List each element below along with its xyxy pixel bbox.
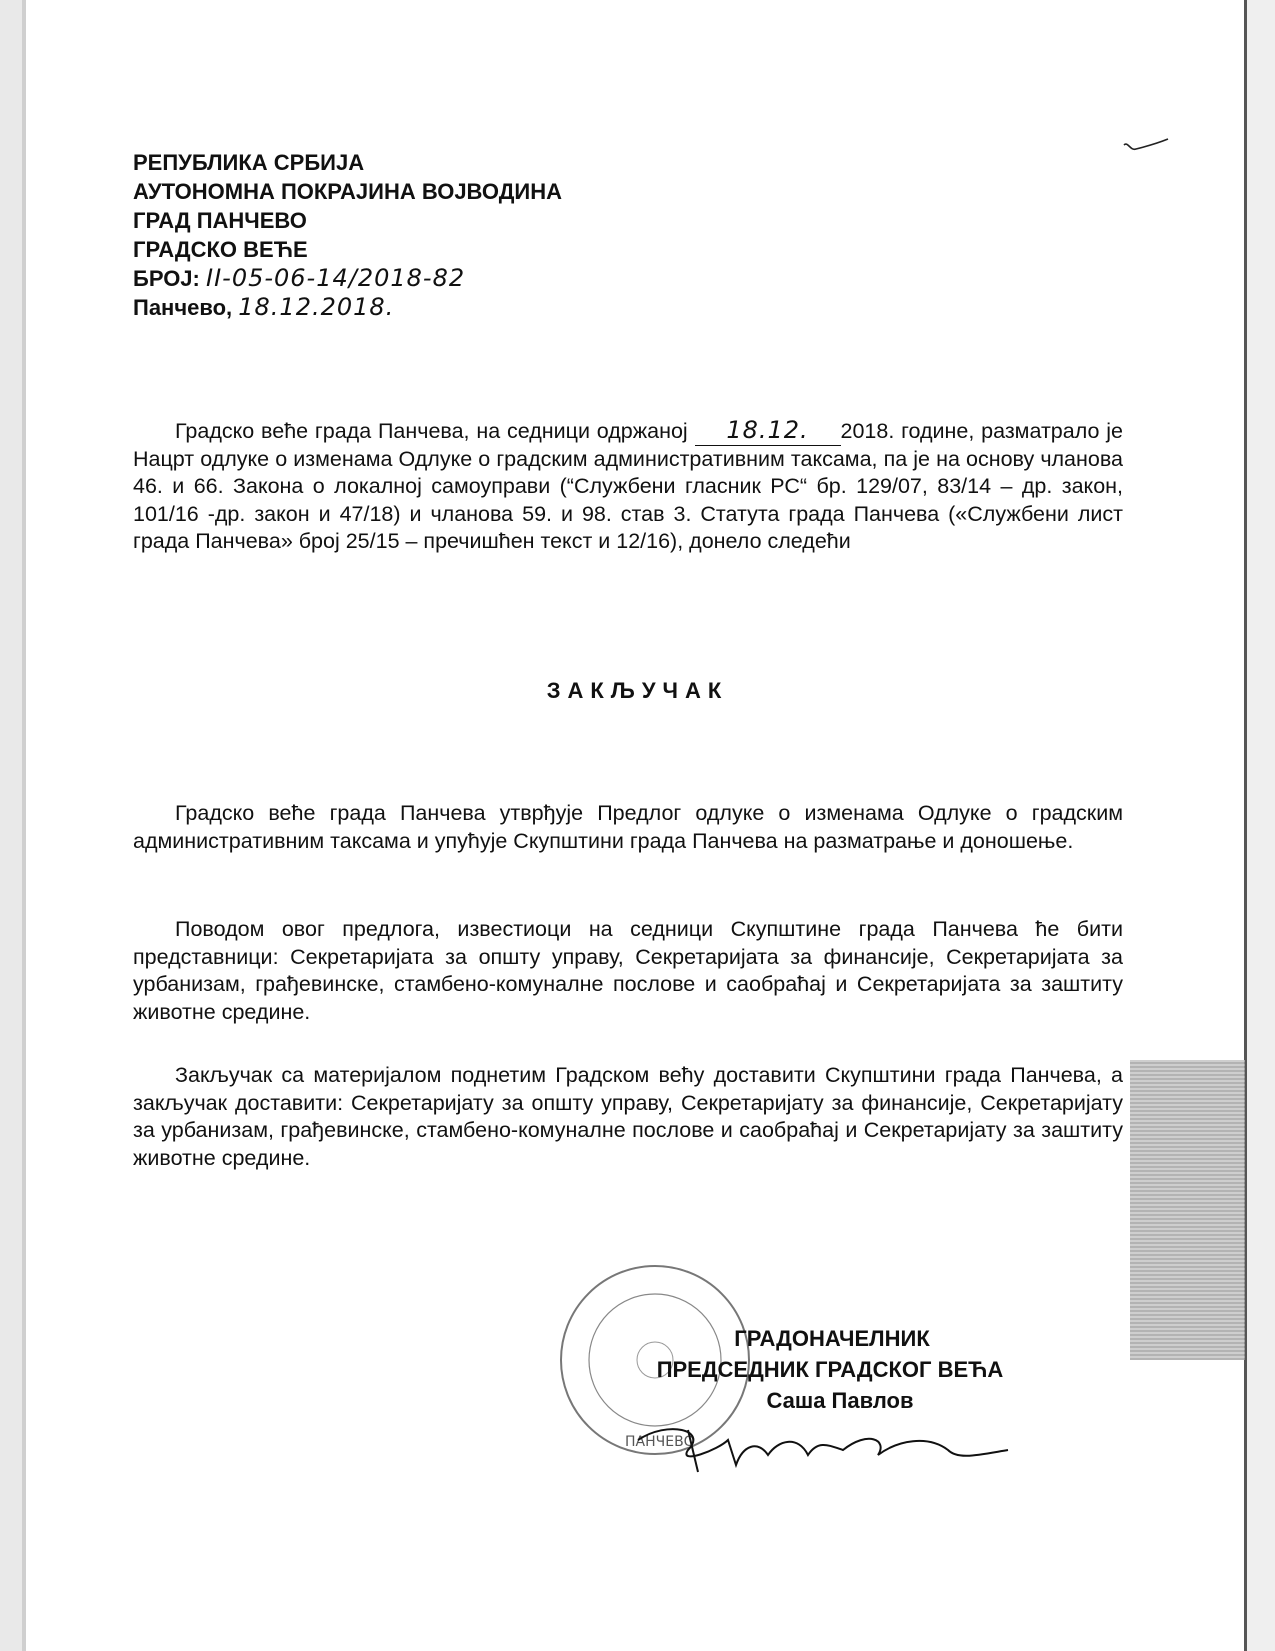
paragraph-2-text: Поводом овог предлога, известиоци на седници Скупштине града Панчева ће бити представници: Секретаријата за општу управу, Секретаријата за финансије, Секретаријата за урбанизам, грађевинске, стамбено-комуналне послове и саобраћај и Секретаријата за заштиту животне средине. (133, 917, 1123, 1024)
header-province: АУТОНОМНА ПОКРАЈИНА ВОЈВОДИНА (133, 179, 562, 204)
meeting-date-handwritten: 18.12. (695, 417, 841, 446)
intro-paragraph (133, 417, 1123, 556)
header-republic: РЕПУБЛИКА СРБИЈА (133, 150, 365, 175)
handwritten-check-mark (1122, 137, 1172, 157)
header-council: ГРАДСКО ВЕЋЕ (133, 237, 308, 262)
signature-title-1: ГРАДОНАЧЕЛНИК (734, 1326, 930, 1351)
handwritten-signature (628, 1410, 1028, 1480)
scan-right-edge (1247, 0, 1275, 1651)
number-label: БРОЈ: (133, 266, 200, 291)
paragraph-1-text: Градско веће града Панчева утврђује Предлог одлуке о изменама Одлуке о градским административним таксама и упућује Скупштини града Панчева на разматрање и доношење. (133, 801, 1123, 853)
header-number (133, 264, 562, 293)
paragraph-1 (133, 800, 1123, 855)
scan-left-edge (0, 0, 22, 1651)
date-value-handwritten: 18.12.2018. (238, 293, 395, 321)
scan-left-shadow (22, 0, 26, 1651)
paragraph-3-text: Закључак са материјалом поднетим Градском већу доставити Скупштини града Панчева, а закључак доставити: Секретаријату за општу управу, Секретаријату за финансије, Секретаријату за урбанизам, грађевинске, стамбено-комуналне послове и саобраћај и Секретаријату за заштиту животне средине. (133, 1063, 1123, 1170)
place-label: Панчево, (133, 295, 233, 320)
paragraph-3 (133, 1062, 1123, 1172)
scan-artifact (1130, 1060, 1245, 1360)
intro-part2: 2018. године, разматрало је Нацрт одлуке о изменама Одлуке о градским административним таксама, па је на основу чланова 46. и 66. Закона о локалној самоуправи (“Службени гласник РС“ бр. 129/07, 83/14 – др. закон, 101/16 -др. закон и 47/18) и чланова 59. и 98. став 3. Статута града Панчева («Службени лист града Панчева» број 25/15 – пречишћен текст и 12/16), донело следећи (133, 419, 1123, 553)
intro-part1: Градско веће града Панчева, на седници одржаној (175, 419, 688, 443)
header-place-date (133, 293, 562, 322)
paragraph-2 (133, 916, 1123, 1026)
document-title: ЗАКЉУЧАК (546, 678, 729, 703)
signatory-name: Саша Павлов (766, 1388, 914, 1413)
header-city: ГРАД ПАНЧЕВО (133, 208, 307, 233)
number-value-handwritten: II-05-06-14/2018-82 (206, 264, 466, 292)
stamp-text: ПАНЧЕВО (625, 1434, 695, 1450)
signature-title-2: ПРЕДСЕДНИК ГРАДСКОГ ВЕЋА (656, 1357, 1004, 1382)
document-header (133, 148, 562, 322)
